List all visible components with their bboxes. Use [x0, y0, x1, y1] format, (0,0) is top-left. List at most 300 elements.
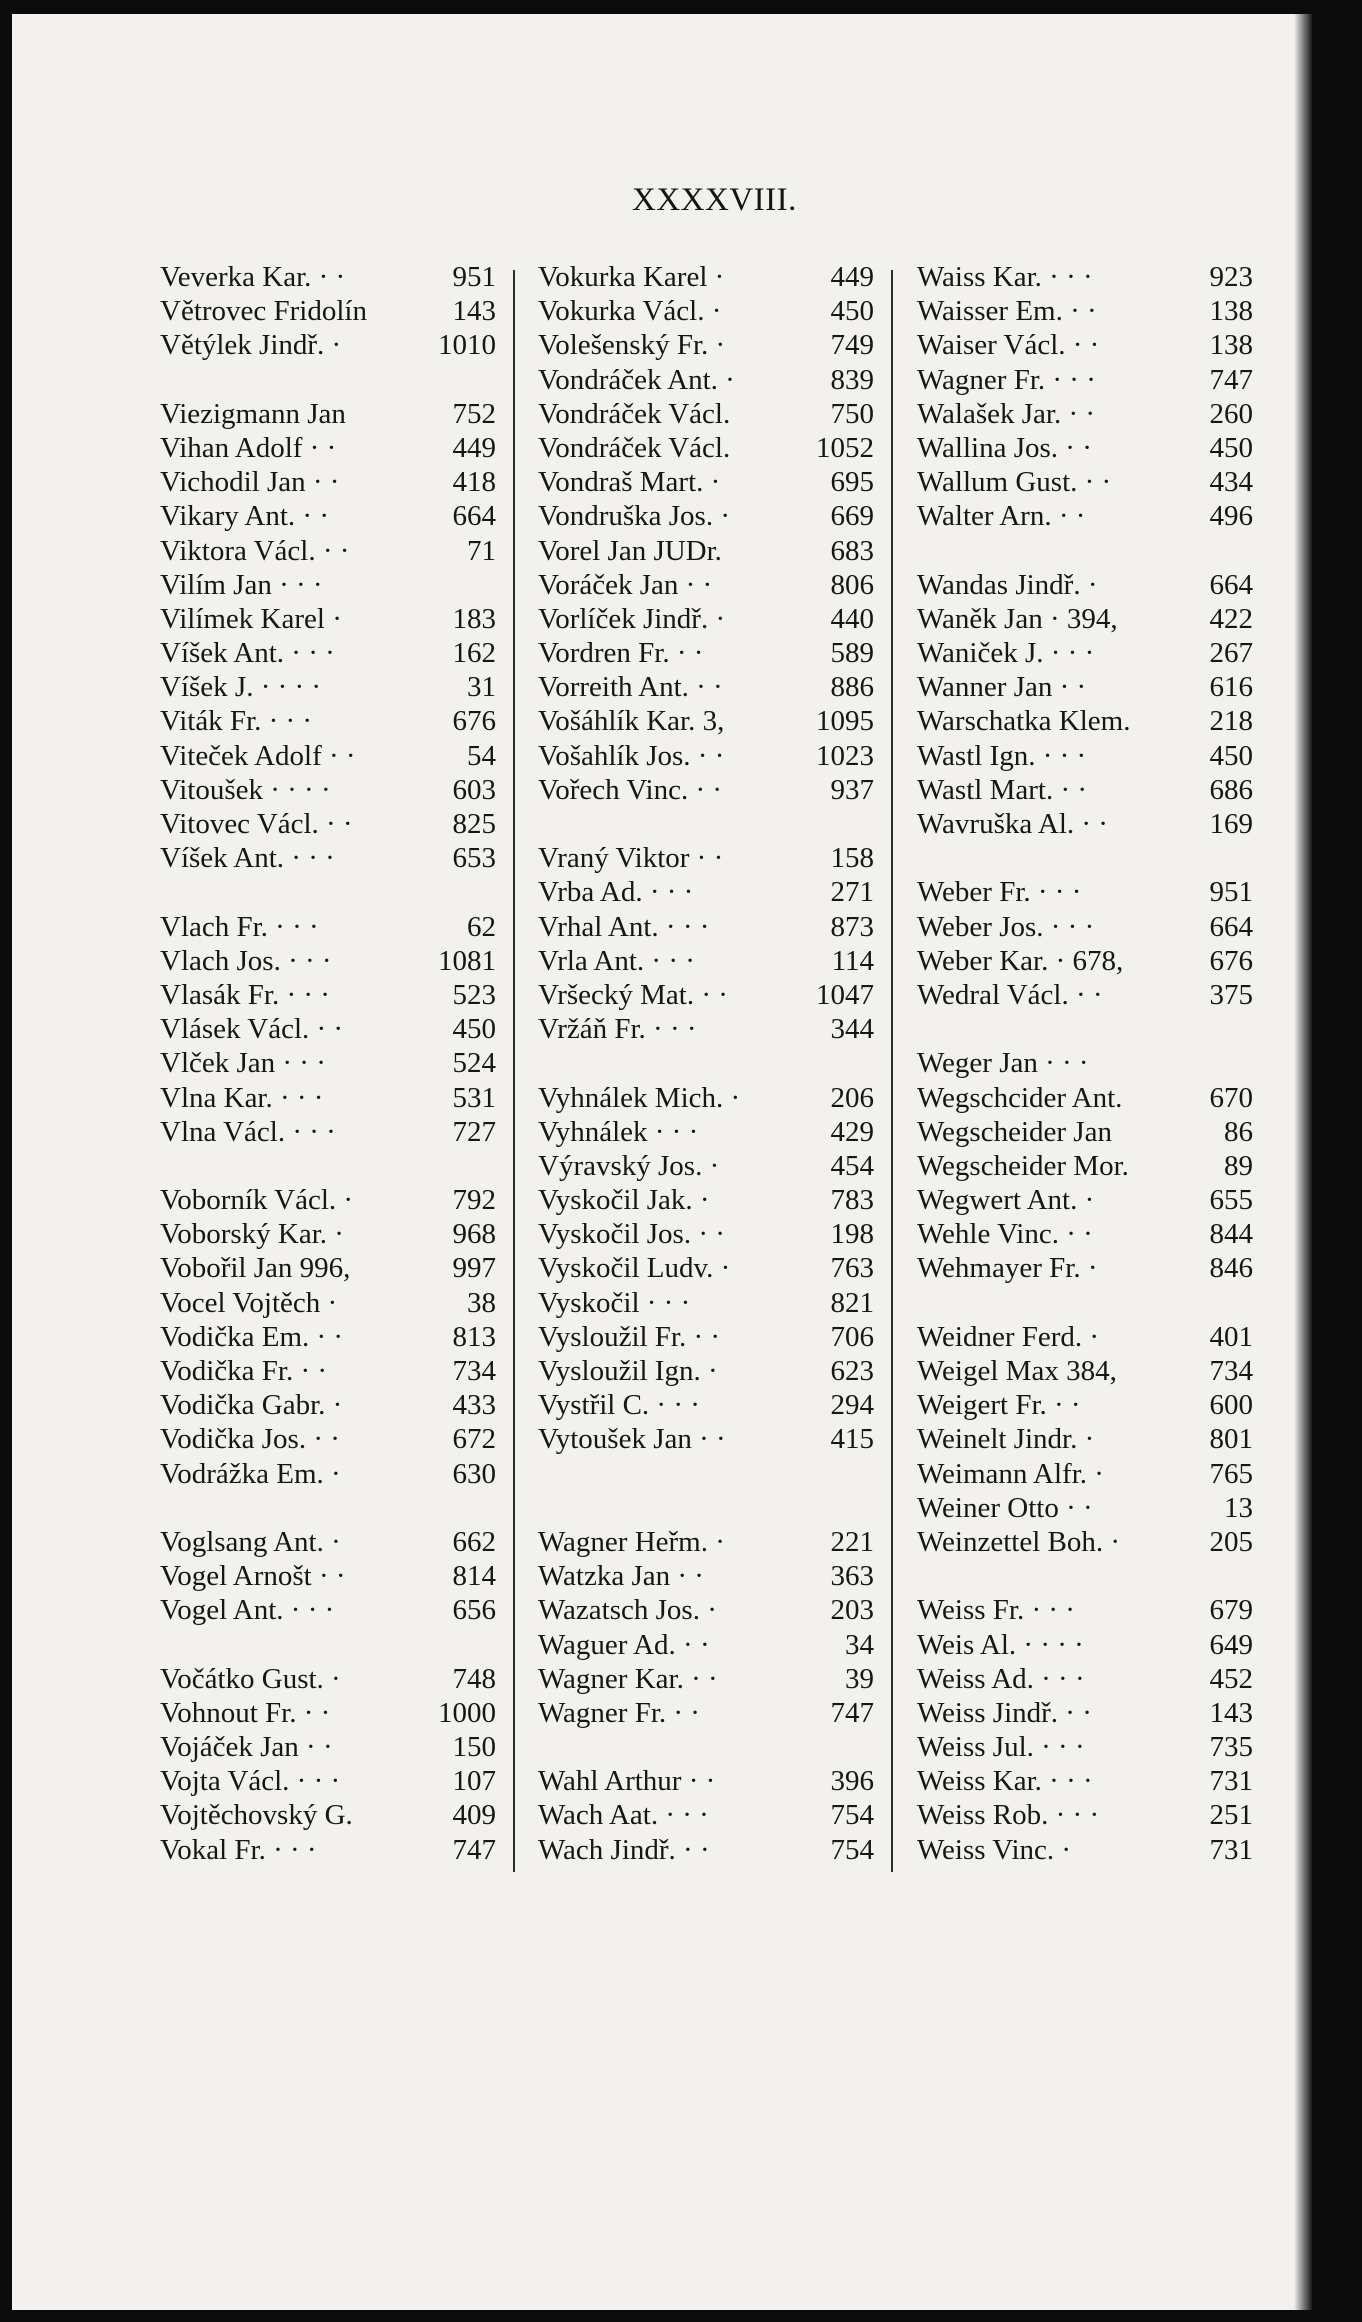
entry-reference: 754: [830, 1799, 874, 1832]
entry-reference: 440: [830, 602, 874, 635]
entry-name: Vlach Jos. · · ·: [160, 944, 332, 977]
index-entry: [917, 1696, 1253, 1730]
entry-name: Vysloužil Fr. · ·: [538, 1320, 721, 1353]
entry-name: Vitoušek · · · ·: [160, 773, 331, 806]
entry-reference: 415: [830, 1423, 874, 1456]
entry-name: Wegschcider Ant.: [917, 1081, 1123, 1114]
entry-name: Wehmayer Fr. ·: [917, 1252, 1098, 1285]
entry-name: Výravský Jos. ·: [538, 1149, 720, 1182]
entry-reference: 150: [452, 1731, 496, 1764]
entry-reference: 218: [1209, 705, 1253, 738]
entry-reference: 138: [1209, 329, 1253, 362]
entry-reference: 183: [452, 602, 496, 635]
index-entry: [160, 1696, 496, 1730]
index-entry: [917, 1046, 1253, 1080]
index-entry: [160, 1081, 496, 1115]
index-entry: [538, 294, 874, 328]
entry-reference: 449: [452, 431, 496, 464]
entry-reference: 747: [452, 1833, 496, 1866]
entry-reference: 951: [452, 261, 496, 293]
index-entry: [160, 978, 496, 1012]
index-entry: [160, 1115, 496, 1149]
entry-reference: 294: [830, 1389, 874, 1422]
index-entry: [538, 568, 874, 602]
entry-name: Voráček Jan · ·: [538, 568, 713, 601]
entry-name: Wanner Jan · ·: [917, 671, 1087, 704]
index-column-1: [160, 260, 496, 1867]
entry-name: Vošáhlík Kar. 3,: [538, 705, 725, 738]
entry-name: Waněk Jan · 394,: [917, 602, 1118, 635]
index-entry: [160, 534, 496, 568]
index-entry: [160, 1046, 496, 1080]
index-entry: [917, 944, 1253, 978]
entry-name: Waiser Václ. · ·: [917, 329, 1100, 362]
index-entry: [917, 568, 1253, 602]
index-entry: [160, 841, 496, 875]
entry-name: Wehle Vinc. · ·: [917, 1218, 1093, 1251]
index-entry: [917, 1491, 1253, 1525]
index-entry: [538, 1593, 874, 1627]
entry-reference: 434: [1209, 466, 1253, 499]
entry-name: Vondráček Václ.: [538, 397, 731, 430]
entry-reference: 783: [830, 1184, 874, 1217]
index-entry: [538, 328, 874, 362]
entry-name: Wegwert Ant. ·: [917, 1184, 1095, 1217]
index-entry: [917, 602, 1253, 636]
entry-reference: 34: [845, 1628, 874, 1661]
entry-reference: 630: [452, 1457, 496, 1490]
entry-name: Vořech Vinc. · ·: [538, 773, 723, 806]
entry-name: Weber Kar. · 678,: [917, 944, 1124, 977]
index-column-2: [538, 260, 874, 1867]
entry-name: Weiss Jul. · · ·: [917, 1731, 1085, 1764]
entry-reference: 656: [452, 1594, 496, 1627]
entry-reference: 107: [452, 1765, 496, 1798]
index-entry: [538, 260, 874, 294]
index-entry: [160, 568, 496, 602]
entry-reference: 747: [830, 1696, 874, 1729]
entry-reference: 158: [830, 842, 874, 875]
page-number: XXXXVIII.: [632, 182, 797, 218]
entry-name: Větrovec Fridolín: [160, 295, 367, 328]
index-column-3: [917, 260, 1253, 1867]
entry-reference: 375: [1209, 978, 1253, 1011]
entry-name: Weiss Fr. · · ·: [917, 1594, 1075, 1627]
entry-name: Weigel Max 384,: [917, 1355, 1117, 1387]
index-entry: [538, 1833, 874, 1867]
entry-reference: 401: [1209, 1320, 1253, 1353]
entry-reference: 886: [830, 671, 874, 704]
entry-reference: 664: [452, 500, 496, 533]
index-entry: [538, 1012, 874, 1046]
entry-name: Vokal Fr. · · ·: [160, 1833, 317, 1866]
entry-reference: 221: [830, 1525, 874, 1558]
index-entry: [538, 1628, 874, 1662]
entry-reference: 752: [452, 397, 496, 430]
entry-reference: 450: [1209, 431, 1253, 464]
entry-name: Vyskočil Jak. ·: [538, 1184, 710, 1217]
index-entry: [160, 465, 496, 499]
index-entry: [160, 1833, 496, 1867]
index-entry: [160, 1662, 496, 1696]
index-entry: [160, 602, 496, 636]
entry-reference: 653: [452, 842, 496, 875]
entry-reference: 937: [830, 773, 874, 806]
index-entry: [538, 1525, 874, 1559]
index-entry: [160, 1183, 496, 1217]
entry-name: Vokurka Václ. ·: [538, 295, 722, 328]
index-entry: [160, 1217, 496, 1251]
index-entry: [538, 978, 874, 1012]
entry-name: Vyskočil Jos. · ·: [538, 1218, 725, 1251]
index-entry: [160, 807, 496, 841]
entry-reference: 251: [1209, 1799, 1253, 1832]
index-entry: [160, 704, 496, 738]
entry-name: Vyskočil Ludv. ·: [538, 1252, 731, 1285]
index-entry: [160, 260, 496, 294]
entry-name: Vokurka Karel ·: [538, 261, 725, 293]
index-entry: [160, 1730, 496, 1764]
entry-name: Walašek Jar. · ·: [917, 397, 1096, 430]
entry-name: Weiss Rob. · · ·: [917, 1799, 1100, 1832]
entry-reference: 813: [452, 1320, 496, 1353]
entry-reference: 450: [830, 295, 874, 328]
entry-name: Voglsang Ant. ·: [160, 1525, 341, 1558]
entry-name: Vorlíček Jindř. ·: [538, 602, 726, 635]
entry-name: Voborník Václ. ·: [160, 1184, 354, 1217]
entry-reference: 454: [830, 1149, 874, 1182]
entry-reference: 198: [830, 1218, 874, 1251]
index-entry: [160, 1798, 496, 1832]
index-entry: [160, 397, 496, 431]
index-entry: [160, 1388, 496, 1422]
entry-reference: 260: [1209, 397, 1253, 430]
index-entry: [160, 739, 496, 773]
index-entry: [917, 1628, 1253, 1662]
entry-name: Wegscheider Jan: [917, 1115, 1112, 1148]
entry-name: Vogel Arnošt · ·: [160, 1560, 346, 1593]
index-entry: [538, 1183, 874, 1217]
entry-name: Viezigmann Jan: [160, 397, 346, 430]
entry-reference: 62: [467, 910, 496, 943]
entry-name: Weinelt Jindr. ·: [917, 1423, 1095, 1456]
index-entry: [160, 1012, 496, 1046]
entry-reference: 450: [1209, 739, 1253, 772]
entry-reference: 749: [830, 329, 874, 362]
entry-reference: 1010: [438, 329, 496, 362]
index-entry: [917, 1251, 1253, 1285]
entry-name: Vojáček Jan · ·: [160, 1731, 333, 1764]
entry-name: Vrhal Ant. · · ·: [538, 910, 710, 943]
entry-reference: 670: [1209, 1081, 1253, 1114]
entry-reference: 1052: [816, 431, 874, 464]
entry-name: Voborský Kar. ·: [160, 1218, 344, 1251]
entry-name: Vilímek Karel ·: [160, 602, 342, 635]
index-entry: [917, 363, 1253, 397]
index-entry: [160, 1320, 496, 1354]
entry-reference: 449: [830, 261, 874, 293]
index-entry: [160, 773, 496, 807]
entry-reference: 649: [1209, 1628, 1253, 1661]
index-entry: [917, 260, 1253, 294]
index-entry: [917, 1764, 1253, 1798]
index-entry: [538, 1662, 874, 1696]
entry-reference: 13: [1224, 1491, 1253, 1524]
entry-reference: 735: [1209, 1731, 1253, 1764]
entry-reference: 825: [452, 808, 496, 840]
index-entry: [917, 1320, 1253, 1354]
entry-name: Wagner Heřm. ·: [538, 1525, 725, 1558]
entry-reference: 1000: [438, 1696, 496, 1729]
entry-reference: 531: [452, 1081, 496, 1114]
entry-reference: 1023: [816, 739, 874, 772]
entry-name: Viktora Václ. · ·: [160, 534, 350, 567]
entry-reference: 450: [452, 1013, 496, 1046]
index-entry: [160, 328, 496, 362]
entry-name: Wagner Fr. · ·: [538, 1696, 700, 1729]
entry-name: Warschatka Klem.: [917, 705, 1131, 738]
entry-reference: 71: [467, 534, 496, 567]
index-entry: [160, 1764, 496, 1798]
entry-name: Vodrážka Em. ·: [160, 1457, 341, 1490]
index-entry: [917, 1833, 1253, 1867]
entry-reference: 267: [1209, 637, 1253, 670]
entry-name: Vogel Ant. · · ·: [160, 1594, 335, 1627]
entry-name: Vyhnálek Mich. ·: [538, 1081, 741, 1114]
entry-reference: 821: [830, 1286, 874, 1319]
index-entry: [538, 944, 874, 978]
index-entry: [538, 602, 874, 636]
entry-name: Větýlek Jindř. ·: [160, 329, 342, 362]
entry-name: Vraný Viktor · ·: [538, 842, 724, 875]
entry-reference: 396: [830, 1765, 874, 1798]
section-gap: [917, 1012, 1253, 1046]
section-gap: [917, 534, 1253, 568]
section-gap: [538, 1046, 874, 1080]
index-entry: [538, 1422, 874, 1456]
entry-name: Wahl Arthur · ·: [538, 1765, 716, 1798]
entry-name: Weger Jan · · ·: [917, 1047, 1089, 1080]
entry-name: Wallum Gust. · ·: [917, 466, 1112, 499]
index-entry: [917, 1081, 1253, 1115]
entry-name: Vojtěchovský G.: [160, 1799, 353, 1832]
entry-reference: 623: [830, 1355, 874, 1387]
entry-name: Vodička Gabr. ·: [160, 1389, 343, 1422]
entry-reference: 169: [1209, 808, 1253, 840]
entry-name: Vytoušek Jan · ·: [538, 1423, 726, 1456]
entry-reference: 765: [1209, 1457, 1253, 1490]
entry-reference: 1095: [816, 705, 874, 738]
entry-name: Wastl Mart. · ·: [917, 773, 1088, 806]
index-entry: [917, 739, 1253, 773]
entry-reference: 968: [452, 1218, 496, 1251]
entry-name: Vitovec Václ. · ·: [160, 808, 353, 840]
entry-reference: 616: [1209, 671, 1253, 704]
index-entry: [538, 704, 874, 738]
entry-reference: 86: [1224, 1115, 1253, 1148]
index-entry: [160, 1559, 496, 1593]
entry-name: Weinzettel Boh. ·: [917, 1525, 1121, 1558]
entry-reference: 206: [830, 1081, 874, 1114]
section-gap: [160, 875, 496, 909]
index-entry: [538, 1115, 874, 1149]
section-gap: [160, 1149, 496, 1183]
entry-reference: 750: [830, 397, 874, 430]
entry-reference: 734: [452, 1355, 496, 1387]
entry-reference: 363: [830, 1560, 874, 1593]
index-entry: [917, 1730, 1253, 1764]
entry-reference: 801: [1209, 1423, 1253, 1456]
entry-reference: 662: [452, 1525, 496, 1558]
index-entry: [917, 465, 1253, 499]
entry-name: Vichodil Jan · ·: [160, 466, 340, 499]
entry-reference: 205: [1209, 1525, 1253, 1558]
index-entry: [538, 1081, 874, 1115]
index-entry: [538, 1354, 874, 1388]
index-entry: [538, 1559, 874, 1593]
entry-reference: 664: [1209, 568, 1253, 601]
entry-name: Vlček Jan · · ·: [160, 1047, 326, 1080]
entry-name: Vrba Ad. · · ·: [538, 876, 694, 909]
index-entry: [160, 1354, 496, 1388]
index-entry: [538, 363, 874, 397]
index-entry: [538, 1764, 874, 1798]
entry-name: Wavruška Al. · ·: [917, 808, 1108, 840]
entry-name: Weimann Alfr. ·: [917, 1457, 1104, 1490]
entry-name: Vondráček Václ.: [538, 431, 731, 464]
entry-reference: 676: [452, 705, 496, 738]
index-entry: [538, 841, 874, 875]
entry-name: Vodička Fr. · ·: [160, 1355, 328, 1387]
entry-name: Vondraš Mart. ·: [538, 466, 721, 499]
column-rule: [513, 270, 515, 1872]
index-entry: [160, 1525, 496, 1559]
entry-name: Vočátko Gust. ·: [160, 1662, 341, 1695]
entry-name: Víšek J. · · · ·: [160, 671, 322, 704]
entry-reference: 839: [830, 363, 874, 396]
entry-name: Vošahlík Jos. · ·: [538, 739, 725, 772]
index-entry: [160, 944, 496, 978]
entry-name: Waiss Kar. · · ·: [917, 261, 1093, 293]
entry-name: Vrla Ant. · · ·: [538, 944, 695, 977]
entry-reference: 603: [452, 773, 496, 806]
entry-reference: 496: [1209, 500, 1253, 533]
entry-reference: 731: [1209, 1765, 1253, 1798]
index-entry: [917, 978, 1253, 1012]
column-rule: [891, 270, 893, 1872]
entry-name: Vohnout Fr. · ·: [160, 1696, 331, 1729]
index-entry: [538, 1388, 874, 1422]
entry-name: Weber Jos. · · ·: [917, 910, 1095, 943]
index-entry: [160, 670, 496, 704]
index-entry: [538, 1217, 874, 1251]
entry-reference: 1047: [816, 978, 874, 1011]
entry-reference: 951: [1209, 876, 1253, 909]
entry-reference: 806: [830, 568, 874, 601]
index-entry: [538, 1696, 874, 1730]
section-gap: [160, 363, 496, 397]
entry-name: Weis Al. · · · ·: [917, 1628, 1084, 1661]
entry-name: Viteček Adolf · ·: [160, 739, 356, 772]
entry-name: Vordren Fr. · ·: [538, 637, 704, 670]
index-entry: [917, 670, 1253, 704]
entry-reference: 452: [1209, 1662, 1253, 1695]
entry-reference: 31: [467, 671, 496, 704]
entry-reference: 39: [845, 1662, 874, 1695]
entry-reference: 38: [467, 1286, 496, 1319]
section-gap: [538, 1491, 874, 1525]
entry-reference: 523: [452, 978, 496, 1011]
entry-name: Vystřil C. · · ·: [538, 1389, 700, 1422]
entry-name: Waniček J. · · ·: [917, 637, 1095, 670]
section-gap: [538, 807, 874, 841]
index-entry: [917, 636, 1253, 670]
entry-reference: 589: [830, 637, 874, 670]
index-entry: [538, 670, 874, 704]
entry-name: Víšek Ant. · · ·: [160, 842, 335, 875]
entry-name: Wagner Kar. · ·: [538, 1662, 718, 1695]
entry-name: Vlásek Václ. · ·: [160, 1013, 344, 1046]
index-entry: [917, 1115, 1253, 1149]
index-entry: [160, 1593, 496, 1627]
index-entry: [917, 328, 1253, 362]
section-gap: [538, 1730, 874, 1764]
entry-reference: 683: [830, 534, 874, 567]
index-entry: [917, 294, 1253, 328]
entry-reference: 731: [1209, 1833, 1253, 1866]
entry-name: Wastl Ign. · · ·: [917, 739, 1087, 772]
entry-name: Wandas Jindř. ·: [917, 568, 1098, 601]
entry-reference: 409: [452, 1799, 496, 1832]
entry-reference: 754: [830, 1833, 874, 1866]
entry-name: Weigert Fr. · ·: [917, 1389, 1081, 1422]
entry-name: Vocel Vojtěch ·: [160, 1286, 338, 1319]
entry-name: Vyhnálek · · ·: [538, 1115, 699, 1148]
entry-reference: 679: [1209, 1594, 1253, 1627]
entry-name: Vorreith Ant. · ·: [538, 671, 723, 704]
entry-reference: 143: [452, 295, 496, 328]
entry-name: Vilím Jan · · ·: [160, 568, 323, 601]
entry-name: Vlach Fr. · · ·: [160, 910, 319, 943]
entry-name: Wach Aat. · · ·: [538, 1799, 709, 1832]
entry-reference: 844: [1209, 1218, 1253, 1251]
entry-name: Weiss Vinc. ·: [917, 1833, 1072, 1866]
entry-name: Weiss Kar. · · ·: [917, 1765, 1093, 1798]
entry-reference: 524: [452, 1047, 496, 1080]
index-entry: [538, 1320, 874, 1354]
entry-reference: 138: [1209, 295, 1253, 328]
scan-edge: [1294, 14, 1312, 2310]
index-entry: [917, 1388, 1253, 1422]
entry-reference: 344: [830, 1013, 874, 1046]
index-entry: [917, 1183, 1253, 1217]
entry-name: Waguer Ad. · ·: [538, 1628, 710, 1661]
entry-name: Vojta Václ. · · ·: [160, 1765, 341, 1798]
index-entry: [917, 1593, 1253, 1627]
entry-reference: 143: [1209, 1696, 1253, 1729]
entry-reference: 734: [1209, 1355, 1253, 1387]
entry-name: Weidner Ferd. ·: [917, 1320, 1100, 1353]
index-entry: [160, 910, 496, 944]
index-entry: [917, 1525, 1253, 1559]
entry-name: Vihan Adolf · ·: [160, 431, 337, 464]
section-gap: [538, 1457, 874, 1491]
entry-name: Wallina Jos. · ·: [917, 431, 1092, 464]
index-entry: [538, 1251, 874, 1285]
entry-name: Viták Fr. · · ·: [160, 705, 313, 738]
section-gap: [917, 1559, 1253, 1593]
entry-name: Víšek Ant. · · ·: [160, 637, 335, 670]
